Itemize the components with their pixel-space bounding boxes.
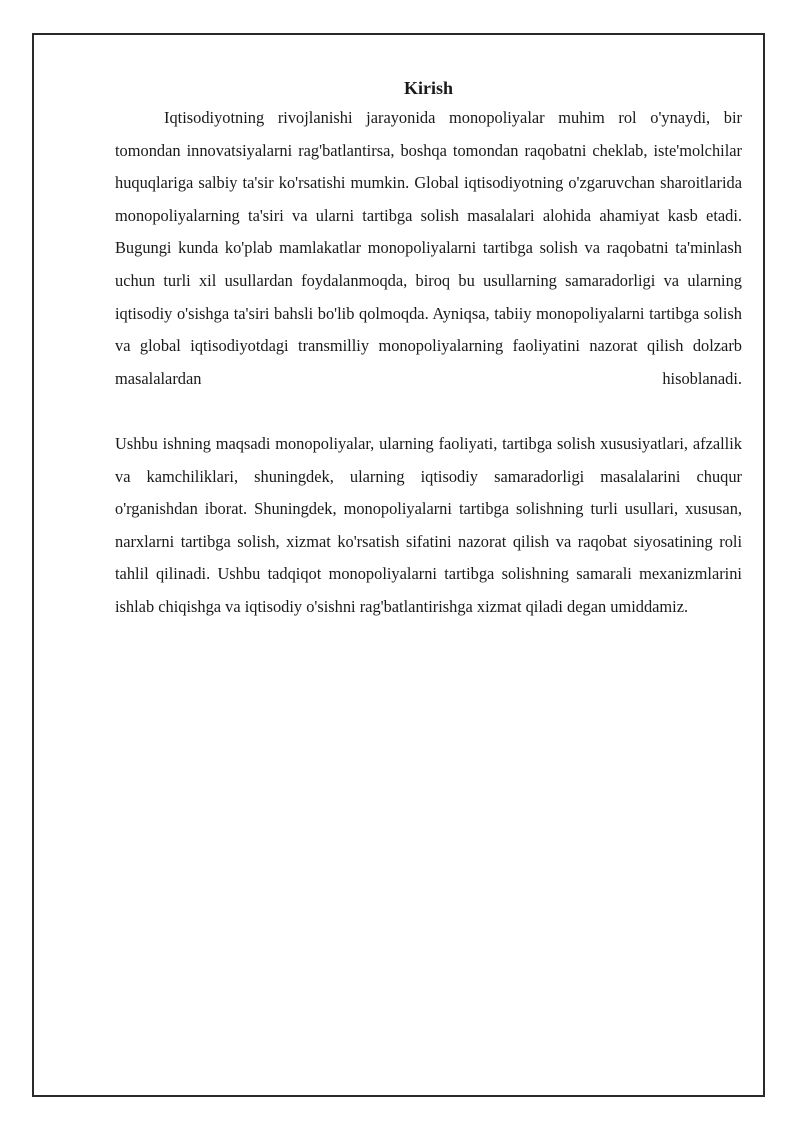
document-body: [115, 74, 742, 624]
intro-paragraph-1: Iqtisodiyotning rivojlanishi jarayonida monopoliyalar muhim rol o'ynaydi, bir tomondan innovatsiyalarni rag'batlantirsa, boshqa tomondan raqobatni cheklab, iste'molchilar huquqlariga salbiy ta'sir ko'rsatishi mumkin. Global iqtisodiyotning o'zgaruvchan sharoitlarida monopoliyalarning ta'siri va ularni tartibga solish masalalari alohida ahamiyat kasb etadi. Bugungi kunda ko'plab mamlakatlar monopoliyalarni tartibga solish va raqobatni ta'minlash uchun turli xil usullardan foydalanmoqda, biroq bu usullarning samaradorligi va ularning iqtisodiy o'sishga ta'siri bahsli bo'lib qolmoqda. Ayniqsa, tabiiy monopoliyalarni tartibga solish va global iqtisodiyotdagi transmilliy monopoliyalarning faoliyatini nazorat qilish dolzarb masalalardan hisoblanadi.: [115, 108, 742, 388]
document-title: Kirish: [403, 78, 453, 98]
paragraph-gap: [115, 395, 742, 428]
intro-paragraph-2: Ushbu ishning maqsadi monopoliyalar, ularning faoliyati, tartibga solish xususiyatlari, afzallik va kamchiliklari, shuningdek, ularning iqtisodiy samaradorligi masalalarini chuqur o'rganishdan iborat. Shuningdek, monopoliyalarni tartibga solishning turli usullari, xususan, narxlarni tartibga solish, xizmat ko'rsatish sifatini nazorat qilish va raqobat siyosatining roli tahlil qilinadi. Ushbu tadqiqot monopoliyalarni tartibga solishning samarali mexanizmlarini ishlab chiqishga va iqtisodiy o'sishni rag'batlantirishga xizmat qiladi degan umiddamiz.: [115, 433, 742, 616]
